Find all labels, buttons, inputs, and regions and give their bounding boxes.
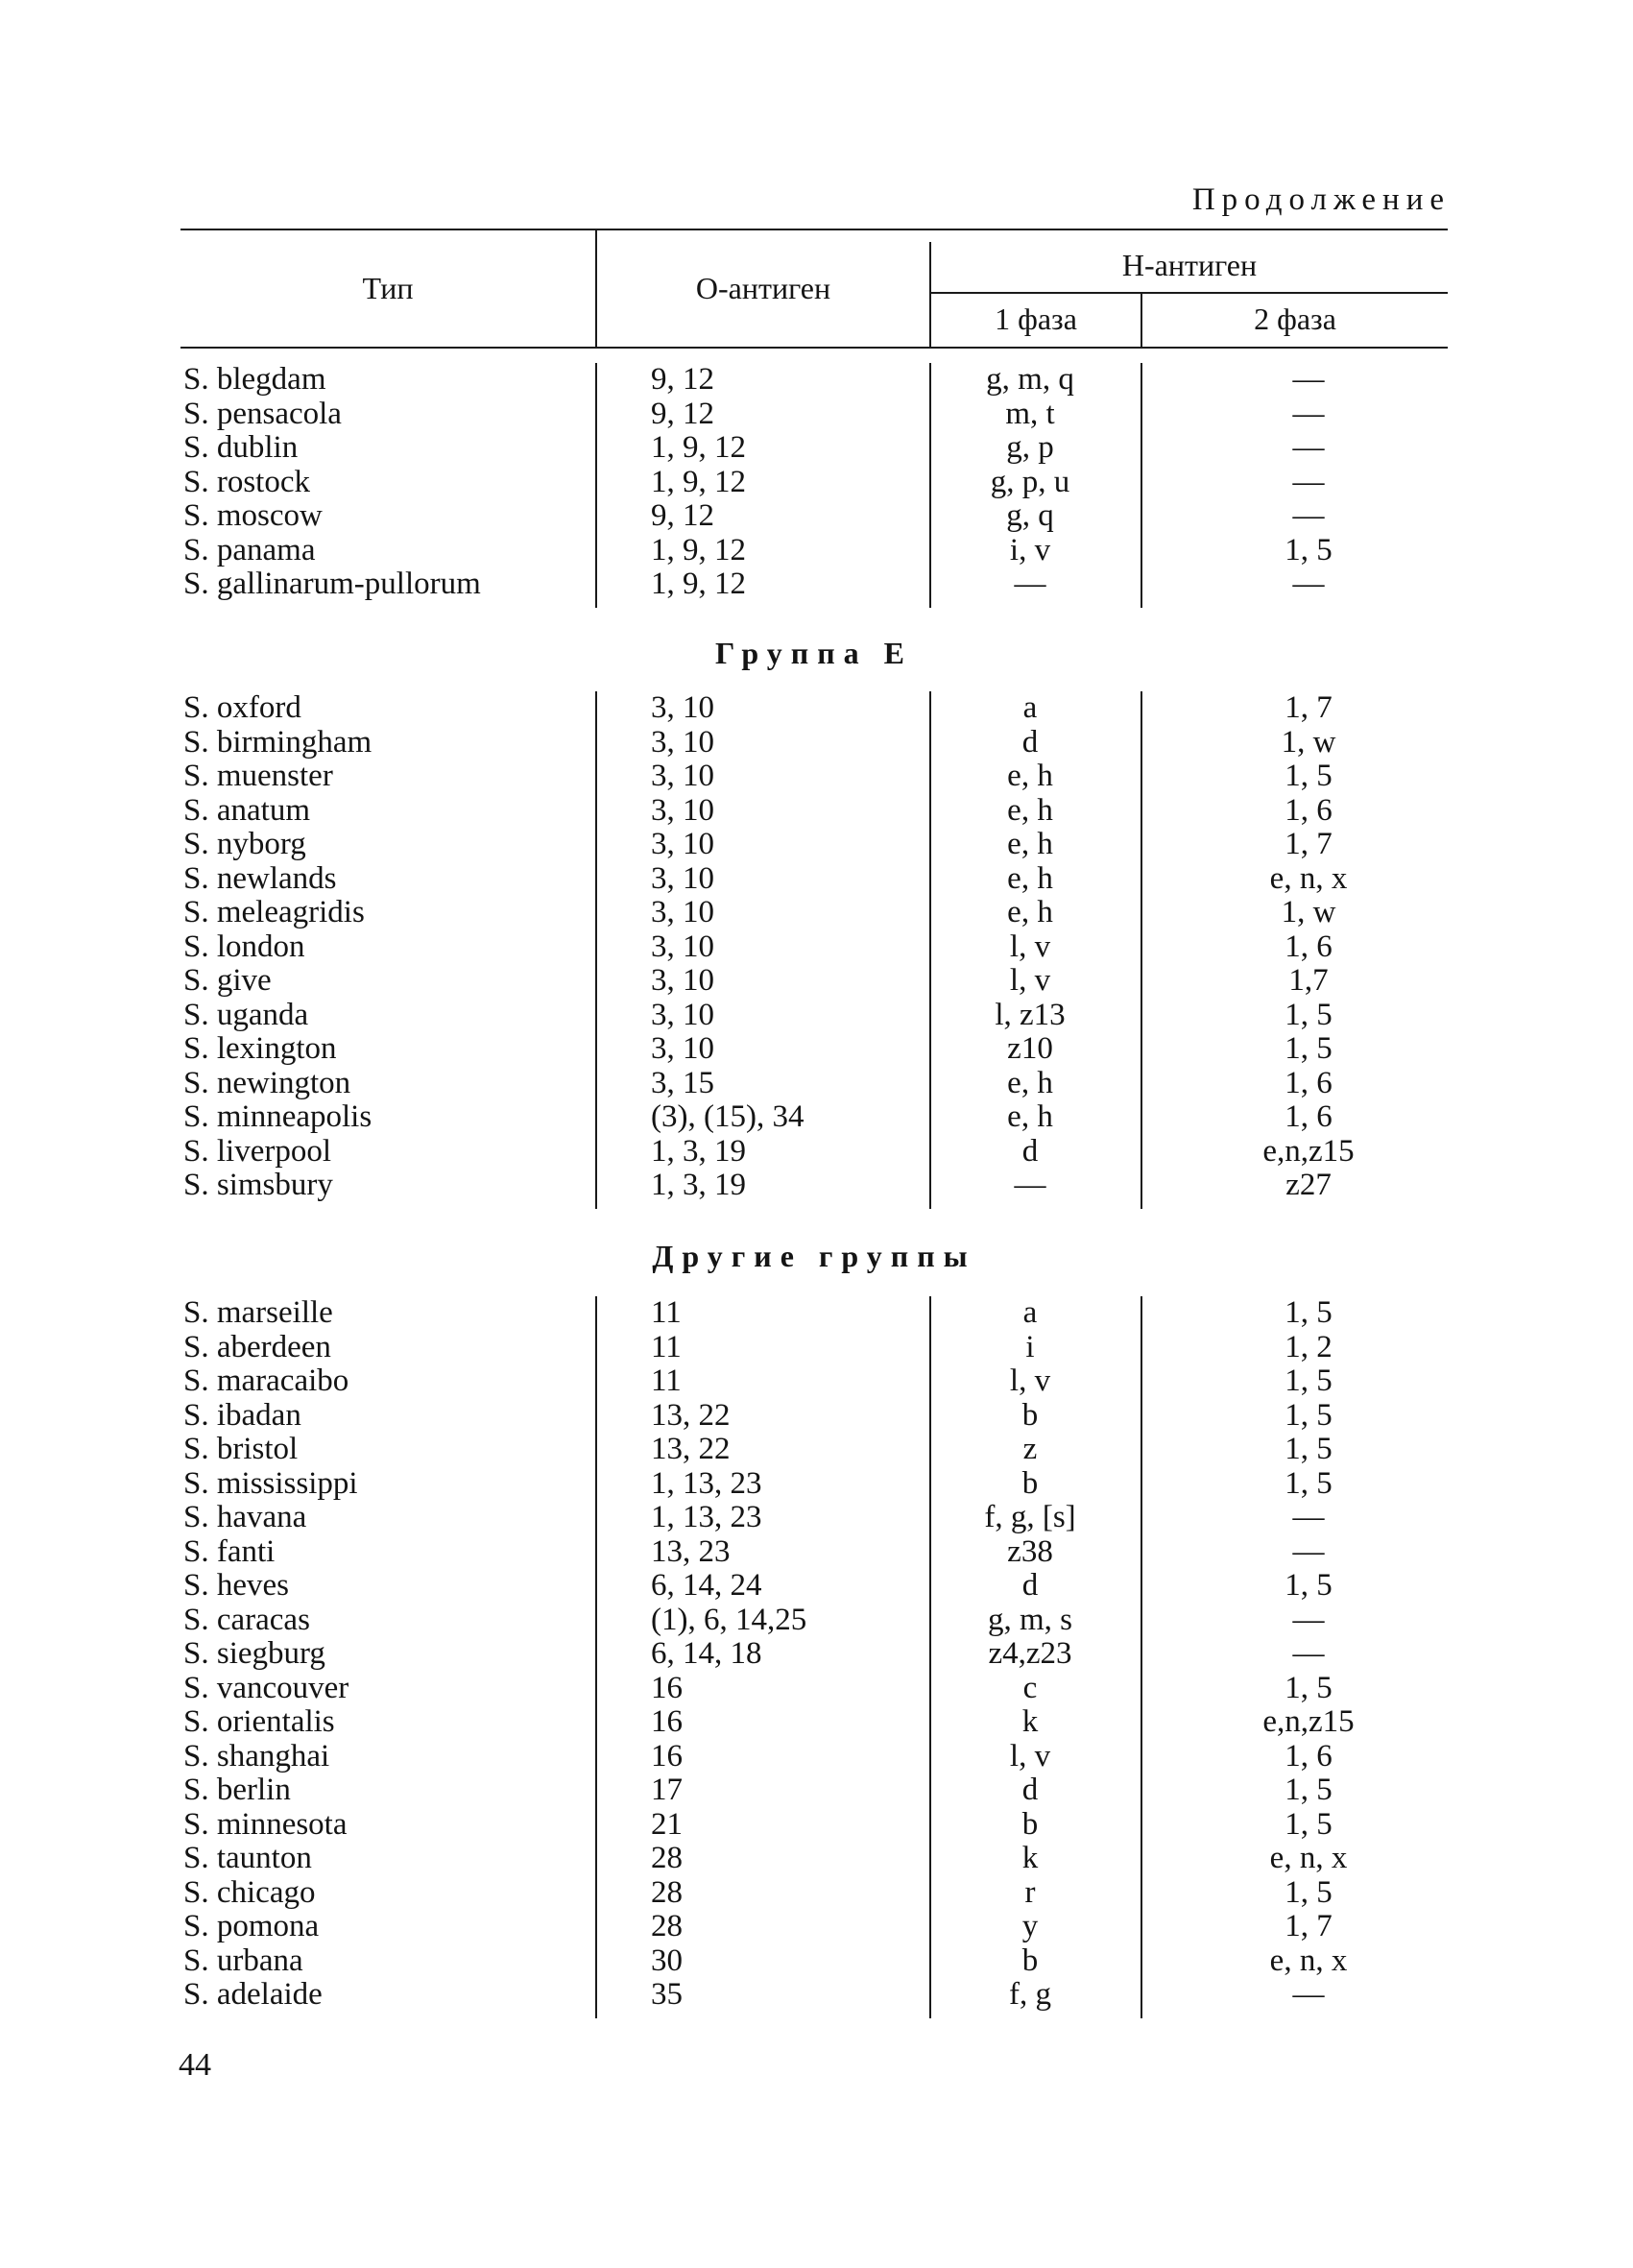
- o-antigen-cell: 1, 13, 23: [651, 1500, 762, 1534]
- table-header: [180, 229, 1448, 349]
- o-antigen-cell: 3, 10: [651, 792, 714, 828]
- o-antigen-cell: 11: [651, 1329, 682, 1364]
- h-phase2-cell: 1, 6: [1285, 792, 1333, 828]
- type-cell: S. marseille: [183, 1295, 333, 1330]
- h-phase1-cell: z: [1022, 1432, 1038, 1466]
- o-antigen-cell: 13, 22: [651, 1432, 731, 1466]
- h-phase2-cell: 1, 7: [1285, 1909, 1333, 1943]
- h-phase2-cell: —: [1292, 498, 1325, 533]
- type-cell: S. oxford: [183, 690, 301, 725]
- type-cell: S. ibadan: [183, 1397, 301, 1433]
- h-phase1-cell: d: [1021, 1773, 1039, 1807]
- h-phase2-cell: —: [1292, 396, 1325, 431]
- type-cell: S. rostock: [183, 464, 310, 499]
- header-o-antigen: О-антиген: [695, 271, 831, 305]
- type-cell: S. minneapolis: [183, 1099, 372, 1134]
- h-phase1-cell: r: [1024, 1874, 1036, 1910]
- type-cell: S. caracas: [183, 1602, 310, 1637]
- h-phase1-cell: d: [1021, 1568, 1039, 1603]
- type-cell: S. blegdam: [183, 362, 326, 397]
- header-phase1: 1 фаза: [995, 302, 1077, 336]
- type-cell: S. anatum: [183, 792, 310, 828]
- type-cell: S. london: [183, 929, 305, 964]
- column-separator: [1141, 363, 1142, 608]
- type-cell: S. lexington: [183, 1031, 337, 1066]
- h-phase1-cell: a: [1022, 690, 1038, 725]
- table-row: [180, 1067, 1448, 1101]
- h-phase1-cell: f, g, [s]: [984, 1500, 1076, 1534]
- table-row: [180, 896, 1448, 930]
- table-row: [180, 567, 1448, 602]
- type-cell: S. newlands: [183, 860, 337, 896]
- h-phase1-cell: z10: [1007, 1031, 1053, 1066]
- table-row: [180, 1978, 1448, 2013]
- o-antigen-cell: 16: [651, 1704, 683, 1739]
- h-phase1-cell: g, m, s: [987, 1602, 1072, 1637]
- type-cell: S. dublin: [183, 430, 299, 465]
- h-phase1-cell: e, h: [1007, 895, 1053, 929]
- type-cell: S. taunton: [183, 1841, 312, 1875]
- h-phase2-cell: 1, 6: [1285, 1738, 1333, 1773]
- table-row: [180, 1773, 1448, 1808]
- h-phase2-cell: 1, 5: [1285, 1670, 1333, 1705]
- h-phase1-cell: m, t: [1005, 396, 1055, 431]
- h-phase2-cell: 1, 5: [1285, 532, 1333, 567]
- table-row: [180, 691, 1448, 726]
- h-phase1-cell: b: [1021, 1942, 1039, 1978]
- h-phase1-cell: e, h: [1007, 792, 1053, 828]
- o-antigen-cell: 1, 13, 23: [651, 1465, 762, 1501]
- h-phase1-cell: i: [1025, 1329, 1035, 1364]
- h-phase1-cell: l, v: [1009, 1738, 1051, 1773]
- h-phase1-cell: g, p: [1006, 430, 1054, 465]
- table-row: [180, 828, 1448, 862]
- group-rows-0: [180, 363, 1448, 602]
- page-number: 44: [179, 2047, 211, 2083]
- o-antigen-cell: 11: [651, 1363, 682, 1398]
- type-cell: S. meleagridis: [183, 895, 365, 929]
- o-antigen-cell: 3, 10: [651, 690, 714, 725]
- o-antigen-cell: 3, 10: [651, 827, 714, 861]
- h-phase2-cell: 1, 5: [1285, 1295, 1333, 1330]
- table-row: [180, 398, 1448, 432]
- h-phase1-cell: e, h: [1007, 827, 1053, 861]
- column-separator: [929, 1296, 931, 2018]
- o-antigen-cell: 3, 10: [651, 759, 714, 793]
- h-phase1-cell: d: [1021, 1133, 1039, 1169]
- h-phase2-cell: 1, 6: [1285, 1099, 1333, 1134]
- h-phase1-cell: g, q: [1006, 498, 1054, 533]
- h-phase2-cell: 1, 5: [1285, 1363, 1333, 1398]
- table-row: [180, 999, 1448, 1033]
- type-cell: S. uganda: [183, 997, 309, 1032]
- h-phase1-cell: k: [1021, 1704, 1039, 1739]
- table-row: [180, 1876, 1448, 1911]
- h-phase1-cell: f, g: [1009, 1977, 1051, 2012]
- h-phase2-cell: 1, 5: [1285, 1874, 1333, 1910]
- h-phase2-cell: 1, 7: [1285, 690, 1333, 725]
- o-antigen-cell: (1), 6, 14,25: [651, 1602, 807, 1637]
- o-antigen-cell: 3, 10: [651, 724, 714, 760]
- o-antigen-cell: 9, 12: [651, 498, 714, 533]
- o-antigen-cell: 21: [651, 1806, 683, 1842]
- continuation-label: Продолжение: [1191, 182, 1451, 217]
- table-row: [180, 1672, 1448, 1706]
- h-phase2-cell: z27: [1285, 1168, 1332, 1202]
- o-antigen-cell: 3, 10: [651, 1031, 714, 1066]
- h-phase1-cell: g, p, u: [990, 464, 1070, 499]
- o-antigen-cell: 3, 10: [651, 997, 714, 1032]
- header-h-antigen: Н-антиген: [1121, 248, 1258, 282]
- o-antigen-cell: 3, 10: [651, 895, 714, 929]
- type-cell: S. newington: [183, 1065, 351, 1100]
- table-row: [180, 1364, 1448, 1399]
- h-phase2-cell: 1, 5: [1285, 1465, 1333, 1501]
- h-phase1-cell: e, h: [1007, 860, 1053, 896]
- type-cell: S. aberdeen: [183, 1329, 331, 1364]
- type-cell: S. give: [183, 963, 272, 998]
- group-title-other: Другие группы: [652, 1239, 976, 1273]
- h-phase1-cell: a: [1022, 1295, 1038, 1330]
- table-row: [180, 1467, 1448, 1502]
- type-cell: S. mississippi: [183, 1465, 358, 1501]
- o-antigen-cell: 9, 12: [651, 362, 714, 397]
- table-row: [180, 1842, 1448, 1876]
- o-antigen-cell: 3, 15: [651, 1065, 714, 1100]
- o-antigen-cell: 3, 10: [651, 963, 714, 998]
- h-phase2-cell: 1, w: [1281, 895, 1336, 929]
- type-cell: S. birmingham: [183, 724, 372, 760]
- column-separator: [929, 363, 931, 608]
- type-cell: S. havana: [183, 1500, 307, 1534]
- table-row: [180, 1569, 1448, 1604]
- table-row: [180, 964, 1448, 999]
- h-phase1-cell: b: [1021, 1465, 1039, 1501]
- column-separator: [1141, 1296, 1142, 2018]
- type-cell: S. berlin: [183, 1773, 291, 1807]
- h-phase1-cell: e, h: [1007, 1099, 1053, 1134]
- o-antigen-cell: 11: [651, 1295, 682, 1330]
- table-row: [180, 1808, 1448, 1843]
- table-row: [180, 862, 1448, 897]
- header-type: Тип: [362, 271, 414, 305]
- column-separator: [595, 363, 597, 608]
- o-antigen-cell: 28: [651, 1874, 683, 1910]
- h-phase2-cell: e, n, x: [1269, 860, 1348, 896]
- o-antigen-cell: 1, 9, 12: [651, 464, 746, 499]
- o-antigen-cell: 1, 3, 19: [651, 1168, 746, 1202]
- h-phase2-cell: 1, 5: [1285, 1397, 1333, 1433]
- type-cell: S. fanti: [183, 1533, 276, 1569]
- table-row: [180, 726, 1448, 760]
- h-phase2-cell: 1, 2: [1285, 1329, 1333, 1364]
- table-row: [180, 794, 1448, 829]
- h-phase1-cell: k: [1021, 1841, 1039, 1875]
- o-antigen-cell: 1, 9, 12: [651, 430, 746, 465]
- table-row: [180, 1135, 1448, 1170]
- o-antigen-cell: 6, 14, 18: [651, 1636, 762, 1671]
- h-phase1-cell: g, m, q: [986, 362, 1074, 397]
- h-phase2-cell: 1, 5: [1285, 759, 1333, 793]
- h-phase1-cell: z4,z23: [988, 1636, 1072, 1671]
- table-row: [180, 1399, 1448, 1434]
- h-phase2-cell: e, n, x: [1269, 1841, 1348, 1875]
- o-antigen-cell: 6, 14, 24: [651, 1568, 762, 1603]
- type-cell: S. chicago: [183, 1874, 316, 1910]
- type-cell: S. bristol: [183, 1432, 299, 1466]
- h-phase2-cell: 1, 5: [1285, 1031, 1333, 1066]
- o-antigen-cell: 16: [651, 1670, 683, 1705]
- header-phase2: 2 фаза: [1254, 302, 1336, 336]
- h-phase2-cell: e, n, x: [1269, 1942, 1348, 1978]
- h-phase1-cell: e, h: [1007, 759, 1053, 793]
- h-phase1-cell: —: [1014, 1168, 1046, 1202]
- o-antigen-cell: 9, 12: [651, 396, 714, 431]
- h-phase2-cell: 1, 5: [1285, 1773, 1333, 1807]
- type-cell: S. moscow: [183, 498, 323, 533]
- type-cell: S. siegburg: [183, 1636, 325, 1671]
- o-antigen-cell: 13, 22: [651, 1397, 731, 1433]
- table-row: [180, 1296, 1448, 1331]
- h-phase2-cell: —: [1292, 1602, 1325, 1637]
- type-cell: S. shanghai: [183, 1738, 330, 1773]
- h-phase1-cell: l, v: [1009, 929, 1051, 964]
- h-phase1-cell: l, v: [1009, 963, 1051, 998]
- type-cell: S. adelaide: [183, 1977, 323, 2012]
- h-phase2-cell: 1, 5: [1285, 1806, 1333, 1842]
- h-phase1-cell: i, v: [1009, 532, 1051, 567]
- column-separator: [1141, 691, 1142, 1209]
- type-cell: S. maracaibo: [183, 1363, 349, 1398]
- o-antigen-cell: 16: [651, 1738, 683, 1773]
- h-phase2-cell: —: [1292, 567, 1325, 601]
- column-separator: [929, 691, 931, 1209]
- group-rows-2: [180, 1296, 1448, 2013]
- h-phase1-cell: z38: [1007, 1533, 1053, 1569]
- table-row: [180, 431, 1448, 466]
- table-row: [180, 1910, 1448, 1944]
- h-phase2-cell: —: [1292, 1500, 1325, 1534]
- type-cell: S. vancouver: [183, 1670, 349, 1705]
- o-antigen-cell: 13, 23: [651, 1533, 731, 1569]
- type-cell: S. liverpool: [183, 1133, 331, 1169]
- o-antigen-cell: 28: [651, 1909, 683, 1943]
- o-antigen-cell: 3, 10: [651, 929, 714, 964]
- h-phase2-cell: —: [1292, 430, 1325, 465]
- h-phase2-cell: —: [1292, 362, 1325, 397]
- type-cell: S. heves: [183, 1568, 289, 1603]
- h-phase2-cell: 1, 6: [1285, 929, 1333, 964]
- h-phase2-cell: 1,7: [1288, 963, 1329, 998]
- o-antigen-cell: 35: [651, 1977, 683, 2012]
- h-phase1-cell: —: [1014, 567, 1046, 601]
- table-row: [180, 1032, 1448, 1067]
- h-phase2-cell: —: [1292, 1636, 1325, 1671]
- table-row: [180, 760, 1448, 794]
- type-cell: S. simsbury: [183, 1168, 333, 1202]
- type-cell: S. nyborg: [183, 827, 306, 861]
- table-row: [180, 534, 1448, 568]
- o-antigen-cell: 17: [651, 1773, 683, 1807]
- h-phase2-cell: —: [1292, 1977, 1325, 2012]
- table-row: [180, 1433, 1448, 1467]
- o-antigen-cell: 1, 3, 19: [651, 1133, 746, 1169]
- table-row: [180, 1944, 1448, 1979]
- o-antigen-cell: 1, 9, 12: [651, 532, 746, 567]
- o-antigen-cell: 28: [651, 1841, 683, 1875]
- h-phase1-cell: b: [1021, 1397, 1039, 1433]
- h-phase1-cell: c: [1022, 1670, 1038, 1705]
- o-antigen-cell: (3), (15), 34: [651, 1099, 804, 1134]
- h-phase2-cell: 1, 5: [1285, 1432, 1333, 1466]
- h-phase2-cell: e,n,z15: [1262, 1704, 1355, 1739]
- h-phase1-cell: e, h: [1007, 1065, 1053, 1100]
- type-cell: S. pensacola: [183, 396, 342, 431]
- column-separator: [595, 691, 597, 1209]
- h-phase2-cell: 1, 5: [1285, 1568, 1333, 1603]
- table-row: [180, 1331, 1448, 1365]
- table-row: [180, 930, 1448, 965]
- table-row: [180, 1169, 1448, 1203]
- table-row: [180, 363, 1448, 398]
- h-phase2-cell: —: [1292, 1533, 1325, 1569]
- h-phase2-cell: 1, w: [1281, 724, 1336, 760]
- o-antigen-cell: 1, 9, 12: [651, 567, 746, 601]
- h-phase1-cell: y: [1021, 1909, 1039, 1943]
- o-antigen-cell: 3, 10: [651, 860, 714, 896]
- group-rows-1: [180, 691, 1448, 1203]
- table-row: [180, 1100, 1448, 1135]
- table-row: [180, 1705, 1448, 1740]
- type-cell: S. pomona: [183, 1909, 320, 1943]
- type-cell: S. muenster: [183, 759, 333, 793]
- table-row: [180, 1535, 1448, 1570]
- type-cell: S. gallinarum-pullorum: [183, 567, 481, 601]
- h-phase2-cell: 1, 6: [1285, 1065, 1333, 1100]
- type-cell: S. panama: [183, 532, 316, 567]
- o-antigen-cell: 30: [651, 1942, 683, 1978]
- table-row: [180, 499, 1448, 534]
- table-row: [180, 1740, 1448, 1774]
- h-phase1-cell: l, v: [1009, 1363, 1051, 1398]
- table-row: [180, 466, 1448, 500]
- group-title-e: Группа Е: [715, 636, 913, 670]
- h-phase1-cell: d: [1021, 724, 1039, 760]
- type-cell: S. orientalis: [183, 1704, 335, 1739]
- h-phase2-cell: 1, 7: [1285, 827, 1333, 861]
- h-phase2-cell: e,n,z15: [1262, 1133, 1355, 1169]
- column-separator: [595, 1296, 597, 2018]
- h-phase1-cell: b: [1021, 1806, 1039, 1842]
- table-row: [180, 1604, 1448, 1638]
- table-row: [180, 1637, 1448, 1672]
- h-phase1-cell: l, z13: [995, 997, 1066, 1032]
- table-row: [180, 1501, 1448, 1535]
- type-cell: S. minnesota: [183, 1806, 348, 1842]
- h-phase2-cell: 1, 5: [1285, 997, 1333, 1032]
- h-phase2-cell: —: [1292, 464, 1325, 499]
- type-cell: S. urbana: [183, 1942, 303, 1978]
